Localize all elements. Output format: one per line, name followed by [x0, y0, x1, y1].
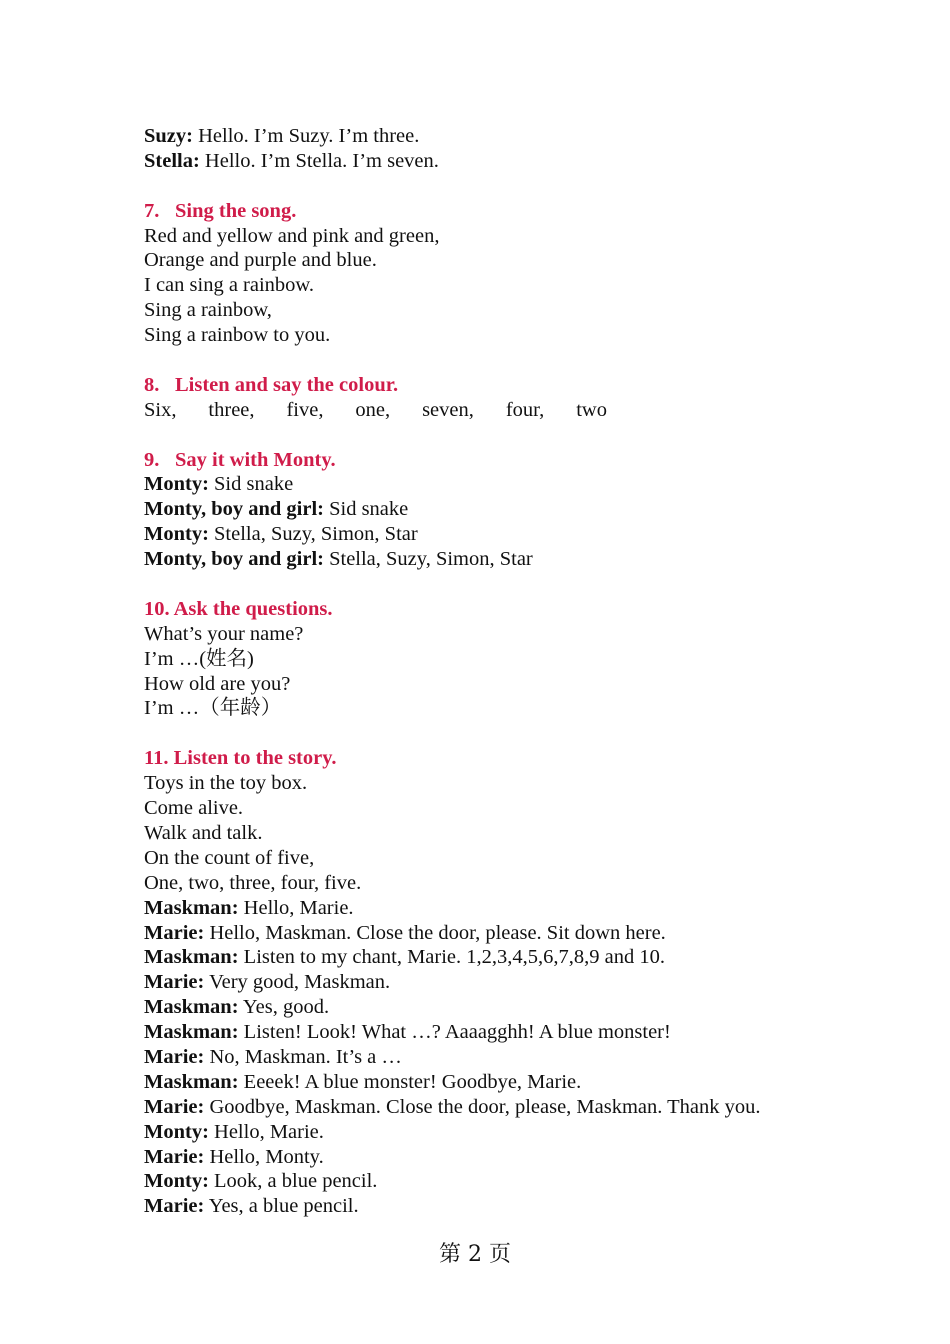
speaker-name: Marie:	[144, 971, 205, 994]
speaker-name: Maskman:	[144, 996, 239, 1019]
dialogue-line	[144, 921, 844, 946]
answer-line: I’m …(姓名)	[144, 647, 254, 670]
dialogue-line	[144, 1169, 844, 1194]
chant-line: Come alive.	[144, 797, 244, 820]
chant-line: Walk and talk.	[144, 821, 263, 844]
number-word: Six,	[144, 398, 177, 421]
dialogue-line	[144, 945, 844, 970]
number-word: three,	[208, 398, 255, 421]
dialogue-line	[144, 970, 844, 995]
dialogue-text: Goodbye, Maskman. Close the door, please, Maskman. Thank you.	[204, 1095, 761, 1118]
speaker-name: Marie:	[144, 1195, 205, 1218]
dialogue-line	[144, 1020, 844, 1045]
speaker-name: Marie:	[144, 1045, 205, 1068]
dialogue-text: Hello, Monty.	[204, 1145, 324, 1168]
question-line: What’s your name?	[144, 622, 304, 645]
chant-line: Toys in the toy box.	[144, 772, 308, 795]
dialogue-text: Stella, Suzy, Simon, Star	[323, 548, 533, 571]
speaker-name: Maskman:	[144, 896, 239, 919]
dialogue-text: No, Maskman. It’s a …	[204, 1045, 402, 1068]
speaker-name: Monty:	[144, 523, 209, 546]
dialogue-text: Hello. I’m Suzy. I’m three.	[192, 125, 420, 147]
chant-line: On the count of five,	[144, 846, 315, 869]
speaker-name: Marie:	[144, 1095, 205, 1118]
section-number: 7.	[144, 199, 160, 222]
number-word: five,	[286, 398, 324, 421]
speaker-name: Stella:	[144, 149, 200, 172]
dialogue-line	[144, 472, 844, 497]
speaker-name: Maskman:	[144, 946, 239, 969]
number-word: one,	[355, 398, 391, 421]
dialogue-line	[144, 1145, 844, 1170]
number-word-list	[144, 398, 607, 423]
section-title: Sing the song.	[175, 199, 297, 222]
spacer	[144, 721, 844, 746]
dialogue-line	[144, 1120, 844, 1145]
answer-line: I’m …（年龄）	[144, 697, 282, 720]
dialogue-line	[144, 1095, 844, 1120]
dialogue-text: Sid snake	[323, 498, 409, 521]
speaker-name: Monty:	[144, 473, 209, 496]
question-line: How old are you?	[144, 672, 291, 695]
dialogue-line	[144, 896, 844, 921]
dialogue-text: Yes, a blue pencil.	[204, 1195, 359, 1218]
document-page	[144, 124, 844, 1219]
speaker-name: Monty, boy and girl:	[144, 498, 324, 521]
page-number-footer: 第 2 页	[439, 1242, 511, 1267]
dialogue-line	[144, 497, 844, 522]
section-9-heading	[144, 448, 844, 473]
speaker-name: Suzy:	[144, 125, 193, 147]
dialogue-line	[144, 1045, 844, 1070]
section-10-heading: 10. Ask the questions.	[144, 597, 333, 620]
song-line: Sing a rainbow,	[144, 299, 272, 322]
spacer	[144, 174, 844, 199]
section-number: 9.	[144, 448, 160, 471]
speaker-name: Marie:	[144, 1145, 205, 1168]
section-11-heading: 11. Listen to the story.	[144, 747, 337, 770]
number-word: two	[576, 398, 607, 421]
dialogue-line	[144, 1194, 844, 1219]
section-8-heading	[144, 373, 844, 398]
speaker-name: Maskman:	[144, 1021, 239, 1044]
spacer	[144, 423, 844, 448]
dialogue-line	[144, 547, 844, 572]
dialogue-line	[144, 522, 844, 547]
dialogue-line	[144, 149, 844, 174]
dialogue-text: Yes, good.	[238, 996, 330, 1019]
dialogue-text: Hello. I’m Stella. I’m seven.	[199, 149, 439, 172]
speaker-name: Maskman:	[144, 1070, 239, 1093]
dialogue-text: Eeeek! A blue monster! Goodbye, Marie.	[238, 1070, 582, 1093]
section-number: 8.	[144, 373, 160, 396]
dialogue-line	[144, 1070, 844, 1095]
dialogue-text: Hello, Marie.	[208, 1120, 324, 1143]
song-line: I can sing a rainbow.	[144, 274, 315, 297]
spacer	[144, 572, 844, 597]
dialogue-text: Stella, Suzy, Simon, Star	[208, 523, 418, 546]
dialogue-line	[144, 995, 844, 1020]
song-line: Sing a rainbow to you.	[144, 324, 331, 347]
dialogue-text: Very good, Maskman.	[204, 971, 391, 994]
section-title: Say it with Monty.	[175, 448, 336, 471]
song-line: Orange and purple and blue.	[144, 249, 377, 272]
spacer	[144, 348, 844, 373]
dialogue-text: Listen to my chant, Marie. 1,2,3,4,5,6,7,8,9 and 10.	[238, 946, 665, 969]
speaker-name: Monty, boy and girl:	[144, 548, 324, 571]
number-word: four,	[505, 398, 545, 421]
section-7-heading	[144, 199, 844, 224]
song-line: Red and yellow and pink and green,	[144, 224, 440, 247]
dialogue-line	[144, 124, 844, 149]
dialogue-text: Sid snake	[208, 473, 294, 496]
dialogue-text: Hello, Marie.	[238, 896, 354, 919]
chant-line: One, two, three, four, five.	[144, 871, 362, 894]
section-title: Listen and say the colour.	[175, 373, 399, 396]
speaker-name: Marie:	[144, 921, 205, 944]
dialogue-text: Look, a blue pencil.	[208, 1170, 378, 1193]
dialogue-text: Listen! Look! What …? Aaaagghh! A blue monster!	[238, 1021, 671, 1044]
speaker-name: Monty:	[144, 1120, 209, 1143]
dialogue-text: Hello, Maskman. Close the door, please. Sit down here.	[204, 921, 666, 944]
number-word: seven,	[422, 398, 474, 421]
speaker-name: Monty:	[144, 1170, 209, 1193]
